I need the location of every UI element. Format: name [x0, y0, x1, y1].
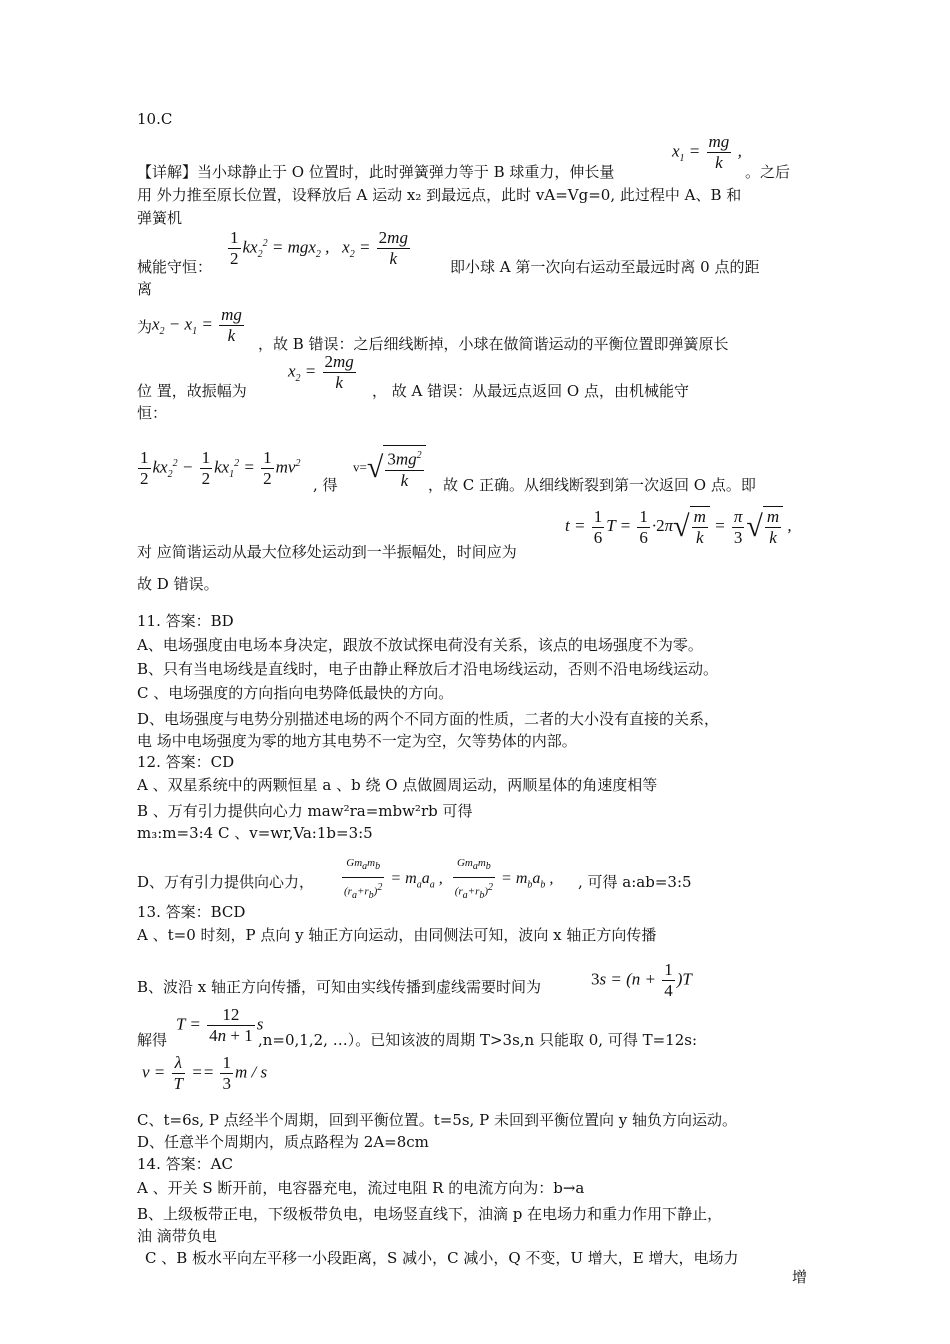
q11-option-d1: D、电场强度与电势分别描述电场的两个不同方面的性质，二者的大小没有直接的关系，	[137, 710, 720, 728]
formula-x2-minus-x1: $x_2 - x_1$ = $\frac{mg}{k}$	[152, 305, 242, 345]
formula-gravitation: $\frac{Gm_am_b}{(r_a+r_b)^2}$ = $m_aa_a$ , $\frac{Gm_am_b}{(r_a+r_b)^2}$ = $m_ba_b$ ,	[340, 853, 553, 906]
q10-line9: , 得	[313, 476, 338, 494]
q11-heading: 11. 答案：BD	[137, 612, 234, 630]
q13-solve-line: ,n=0,1,2, …）。已知该波的周期 T>3s,n 只能取 0, 可得 T=12s:	[258, 1031, 698, 1049]
q10-line2: 用 外力推至原长位置，设释放后 A 运动 x₂ 到最远点，此时 vA=Vg=0, 此过程中 A、B 和	[137, 186, 742, 204]
q10-line4: 械能守恒：	[137, 258, 213, 276]
q12-option-b: B 、万有引力提供向心力 maw²ra=mbw²rb 可得	[137, 802, 473, 820]
q10-heading: 10.C	[137, 110, 173, 128]
q13-heading: 13. 答案：BCD	[137, 903, 246, 921]
formula-x1: $x_1$ = $\frac{mg}{k}$ ,	[672, 132, 742, 172]
q10-line6-end: ，故 B 错误：之后细线断掉，小球在做简谐运动的平衡位置即弹簧原长	[258, 335, 729, 353]
q14-option-c2: 增	[792, 1268, 808, 1286]
formula-time: t = $\frac{1}{6}$ T = $\frac{1}{6}$ ·2π√ $\frac{m}{k}$ = $\frac{\pi}{3}$ √ $\frac{m}{k}$ ,	[565, 506, 792, 547]
q10-line7: 位 置，故振幅为	[137, 382, 247, 400]
formula-wave-time: 3s = (n + $\frac{1}{4}$ )T	[591, 960, 692, 1000]
q10-line3: 弹簧机	[137, 209, 183, 227]
q10-line11: 故 D 错误。	[137, 575, 219, 593]
q10-line1: 【详解】当小球静止于 O 位置时，此时弹簧弹力等于 B 球重力，伸长量	[137, 163, 615, 181]
q12-option-c: m₃:m=3:4 C 、v=wr,Va:1b=3:5	[137, 824, 373, 842]
q11-option-a: A、电场强度由电场本身决定，跟放不放试探电荷没有关系，该点的电场强度不为零。	[137, 636, 703, 654]
q13-option-b: B、波沿 x 轴正方向传播，可知由实线传播到虚线需要时间为	[137, 978, 542, 996]
formula-period: T = $\frac{12}{4n + 1}$ s	[176, 1005, 264, 1045]
q10-line9-end: ，故 C 正确。从细线断裂到第一次返回 O 点。即	[428, 476, 756, 494]
q10-line1-end: 。之后	[745, 163, 791, 181]
q12-option-a: A 、双星系统中的两颗恒星 a 、b 绕 O 点做圆周运动，两顺星体的角速度相等	[137, 776, 658, 794]
formula-wave-speed: v = $\frac{\lambda}{T}$ == $\frac{1}{3}$ m / s	[142, 1053, 268, 1093]
q10-line10: 对 应简谐运动从最大位移处运动到一半振幅处，时间应为	[137, 543, 517, 561]
q12-heading: 12. 答案：CD	[137, 753, 235, 771]
q12-option-d-end: , 可得 a:ab=3:5	[578, 873, 692, 891]
q14-option-a: A 、开关 S 断开前，电容器充电，流过电阻 R 的电流方向为：b→a	[137, 1179, 585, 1197]
q14-option-b1: B、上级板带正电，下级板带负电，电场竖直线下，油滴 p 在电场力和重力作用下静止，	[137, 1205, 723, 1223]
q10-line4-end: 即小球 A 第一次向右运动至最远时离 0 点的距	[450, 258, 760, 276]
q11-option-d2: 电 场中电场强度为零的地方其电势不一定为空，欠等势体的内部。	[137, 732, 577, 750]
q10-line6: 为	[137, 318, 153, 336]
formula-velocity: v=√ $\frac{3mg^2}{k}$	[353, 445, 426, 491]
q13-solve-label: 解得	[137, 1031, 168, 1049]
formula-amplitude: $x_2$ = $\frac{2mg}{k}$	[288, 352, 354, 392]
q11-option-c: C 、电场强度的方向指向电势降低最快的方向。	[137, 684, 454, 702]
q11-option-b: B、只有当电场线是直线时，电子由静止释放后才沿电场线运动，否则不沿电场线运动。	[137, 660, 719, 678]
q14-option-b2: 油 滴带负电	[137, 1227, 217, 1245]
q10-line8: 恒：	[137, 404, 168, 422]
q10-line5: 离	[137, 280, 153, 298]
q14-heading: 14. 答案：AC	[137, 1155, 233, 1173]
q12-option-d: D、万有引力提供向心力，	[137, 873, 315, 891]
formula-energy-velocity: $\frac{1}{2}$ $kx_2^2$ − $\frac{1}{2}$ $kx_1^2$ = $\frac{1}{2}$ $mv^2$	[140, 448, 301, 488]
q10-line7-end: ， 故 A 错误：从最远点返回 O 点，由机械能守	[372, 382, 689, 400]
q13-option-d: D、任意半个周期内，质点路程为 2A=8cm	[137, 1133, 429, 1151]
q13-option-a: A 、t=0 时刻，P 点向 y 轴正方向运动，由同侧法可知，波向 x 轴正方向传播	[137, 926, 657, 944]
q13-option-c: C、t=6s, P 点经半个周期，回到平衡位置。t=5s, P 未回到平衡位置向 y 轴负方向运动。	[137, 1111, 737, 1129]
q14-option-c1: C 、B 板水平向左平移一小段距离，S 减小，C 减小，Q 不变，U 增大，E 增大，电场力	[145, 1249, 739, 1267]
formula-energy: $\frac{1}{2}$ $kx_2^2 = mgx_2$ , $x_2$ = $\frac{2mg}{k}$	[230, 228, 408, 268]
